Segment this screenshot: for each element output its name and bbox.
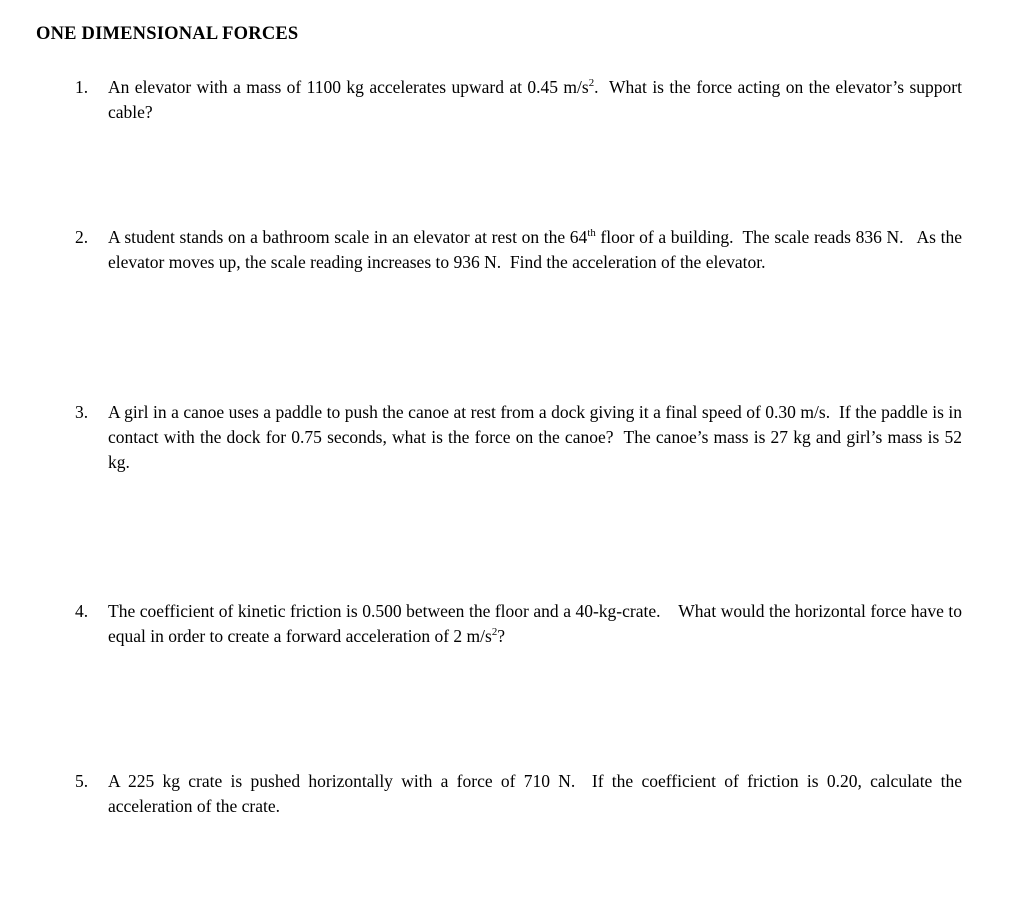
- problem-text: A girl in a canoe uses a paddle to push the canoe at rest from a dock giving it a final speed of 0.30 m/s. If the paddle is in contact with the dock for 0.75 seconds, what is the force on the canoe? The canoe’s mass is 27 kg and girl’s mass is 52 kg.: [108, 402, 967, 472]
- problem-text: A 225 kg crate is pushed horizontally with a force of 710 N. If the coefficient of friction is 0.20, calculate the acceleration of the crate.: [108, 771, 967, 816]
- problem-number: 1.: [75, 77, 89, 97]
- problem-number: 3.: [75, 402, 89, 422]
- page-title: ONE DIMENSIONAL FORCES: [36, 24, 299, 44]
- problem-number: 4.: [75, 601, 89, 621]
- problem-item-4: [75, 599, 967, 649]
- problem-item-2: [75, 225, 967, 275]
- problem-item-3: [75, 400, 967, 475]
- problem-text: An elevator with a mass of 1100 kg accelerates upward at 0.45 $m/s^2$. What is the force acting on the elevator’s support cable?: [108, 77, 967, 122]
- problem-item-1: [75, 75, 967, 125]
- problem-number: 5.: [75, 771, 89, 791]
- problem-number: 2.: [75, 227, 89, 247]
- problem-text: A student stands on a bathroom scale in an elevator at rest on the 64th floor of a building. The scale reads 836 N. As the elevator moves up, the scale reading increases to 936 N. Find the acceleration of the elevator.: [108, 227, 967, 272]
- problem-text: The coefficient of kinetic friction is 0.500 between the floor and a 40-kg-crate. What would the horizontal force have to equal in order to create a forward acceleration of 2 $m/s^2$?: [108, 601, 967, 646]
- problem-item-5: [75, 769, 967, 819]
